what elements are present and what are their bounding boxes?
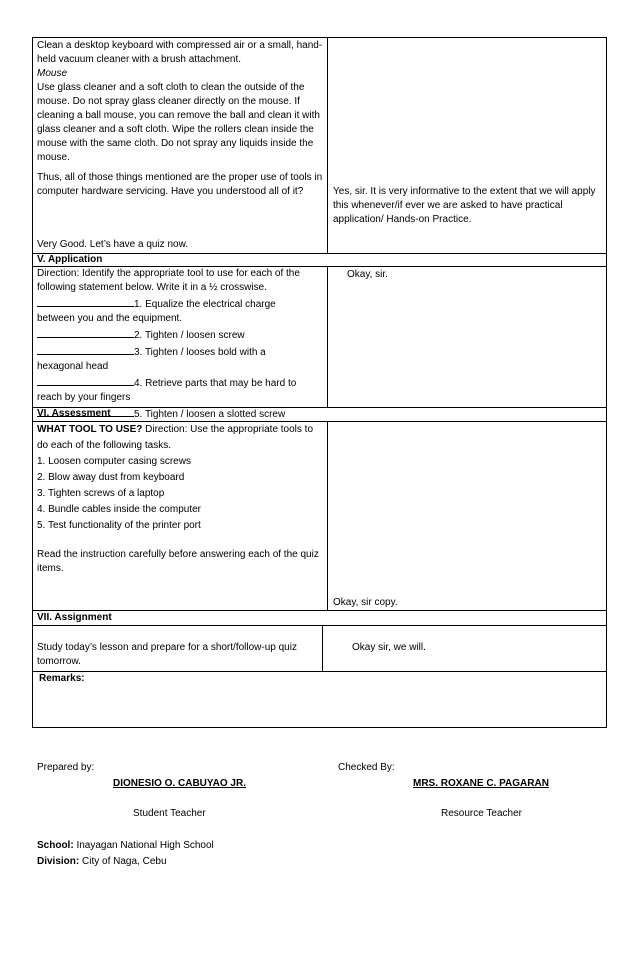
assessment-heading: VI. Assessment [37, 408, 111, 419]
application-cell [37, 267, 325, 422]
application-item-cont: between you and the equipment. [37, 313, 183, 324]
column-divider [327, 421, 328, 610]
application-response: Okay, sir. [347, 269, 388, 280]
assessment-item: 3. Tighten screws of a laptop [37, 488, 165, 499]
row-divider [32, 253, 607, 254]
application-item: 5. Tighten / loosen a slotted screw [37, 405, 325, 422]
row-divider [32, 625, 607, 626]
column-divider [322, 625, 323, 671]
prepared-by-name: DIONESIO O. CABUYAO JR. [113, 778, 246, 789]
school-line [37, 839, 214, 853]
remarks-label: Remarks: [39, 673, 85, 684]
checked-by-name: MRS. ROXANE C. PAGARAN [413, 778, 549, 789]
checked-by-role: Resource Teacher [441, 808, 522, 819]
mouse-title: Mouse [37, 68, 68, 79]
application-item: 1. Equalize the electrical charge [37, 295, 325, 312]
intro-left-cell [37, 39, 325, 165]
school-label: School: [37, 840, 74, 851]
assessment-response: Okay, sir copy. [333, 597, 398, 608]
assignment-text: Study today’s lesson and prepare for a short/follow-up quiz tomorrow. [37, 642, 297, 667]
row-divider [32, 671, 607, 672]
row-divider [32, 610, 607, 611]
application-item: 4. Retrieve parts that may be hard to [37, 374, 325, 391]
assessment-item: 4. Bundle cables inside the computer [37, 504, 201, 515]
answer-blank [37, 295, 134, 307]
assessment-item: 1. Loosen computer casing screws [37, 456, 191, 467]
assignment-response: Okay sir, we will. [352, 642, 426, 653]
assessment-title: WHAT TOOL TO USE? [37, 424, 143, 435]
answer-blank [37, 374, 134, 386]
intro-question: Thus, all of those things mentioned are the proper use of tools in computer hardware servicing. Have you understood all of it? [37, 172, 323, 197]
checked-by-label: Checked By: [338, 762, 395, 773]
application-item-cont: reach by your fingers [37, 392, 131, 403]
school-value: Inayagan National High School [73, 840, 214, 851]
answer-blank [37, 343, 134, 355]
assignment-heading: VII. Assignment [37, 612, 112, 623]
mouse-text: Use glass cleaner and a soft cloth to clean the outside of the mouse. Do not spray glass cleaner directly on the mouse. If cleaning a ball mouse, you can remove the ball and clean it with glass cleaner and a soft cloth. Wipe the rollers clean inside the mouse with the same cloth. Do not spray any liquids inside the mouse. [37, 82, 320, 163]
answer-blank [37, 326, 134, 338]
assessment-direction: WHAT TOOL TO USE? Direction: Use the appropriate tools to do each of the following tasks. [37, 424, 314, 451]
assessment-instruction: Read the instruction carefully before answering each of the quiz items. [37, 549, 319, 574]
division-value: City of Naga, Cebu [79, 856, 167, 867]
column-divider [327, 266, 328, 407]
application-heading: V. Application [37, 254, 103, 265]
application-item: 3. Tighten / looses bold with a [37, 343, 325, 360]
prepared-by-label: Prepared by: [37, 762, 95, 773]
division-line [37, 855, 167, 869]
application-item-cont: hexagonal head [37, 361, 109, 372]
prepared-by-role: Student Teacher [133, 808, 206, 819]
application-item: 2. Tighten / loosen screw [37, 326, 325, 343]
division-label: Division: [37, 856, 80, 867]
column-divider [327, 37, 328, 253]
assessment-item: 5. Test functionality of the printer port [37, 520, 201, 531]
keyboard-text: Clean a desktop keyboard with compressed air or a small, hand-held vacuum cleaner with a brush attachment. [37, 40, 323, 65]
assessment-item: 2. Blow away dust from keyboard [37, 472, 185, 483]
quiz-now-text: Very Good. Let’s have a quiz now. [37, 239, 189, 250]
intro-answer: Yes, sir. It is very informative to the extent that we will apply this whenever/if ever we are asked to have practical application/ Hands-on Practice. [333, 186, 596, 225]
assessment-cell [37, 422, 325, 534]
application-direction: Direction: Identify the appropriate tool to use for each of the following statement below. Write it in a ½ crosswise. [37, 268, 300, 293]
